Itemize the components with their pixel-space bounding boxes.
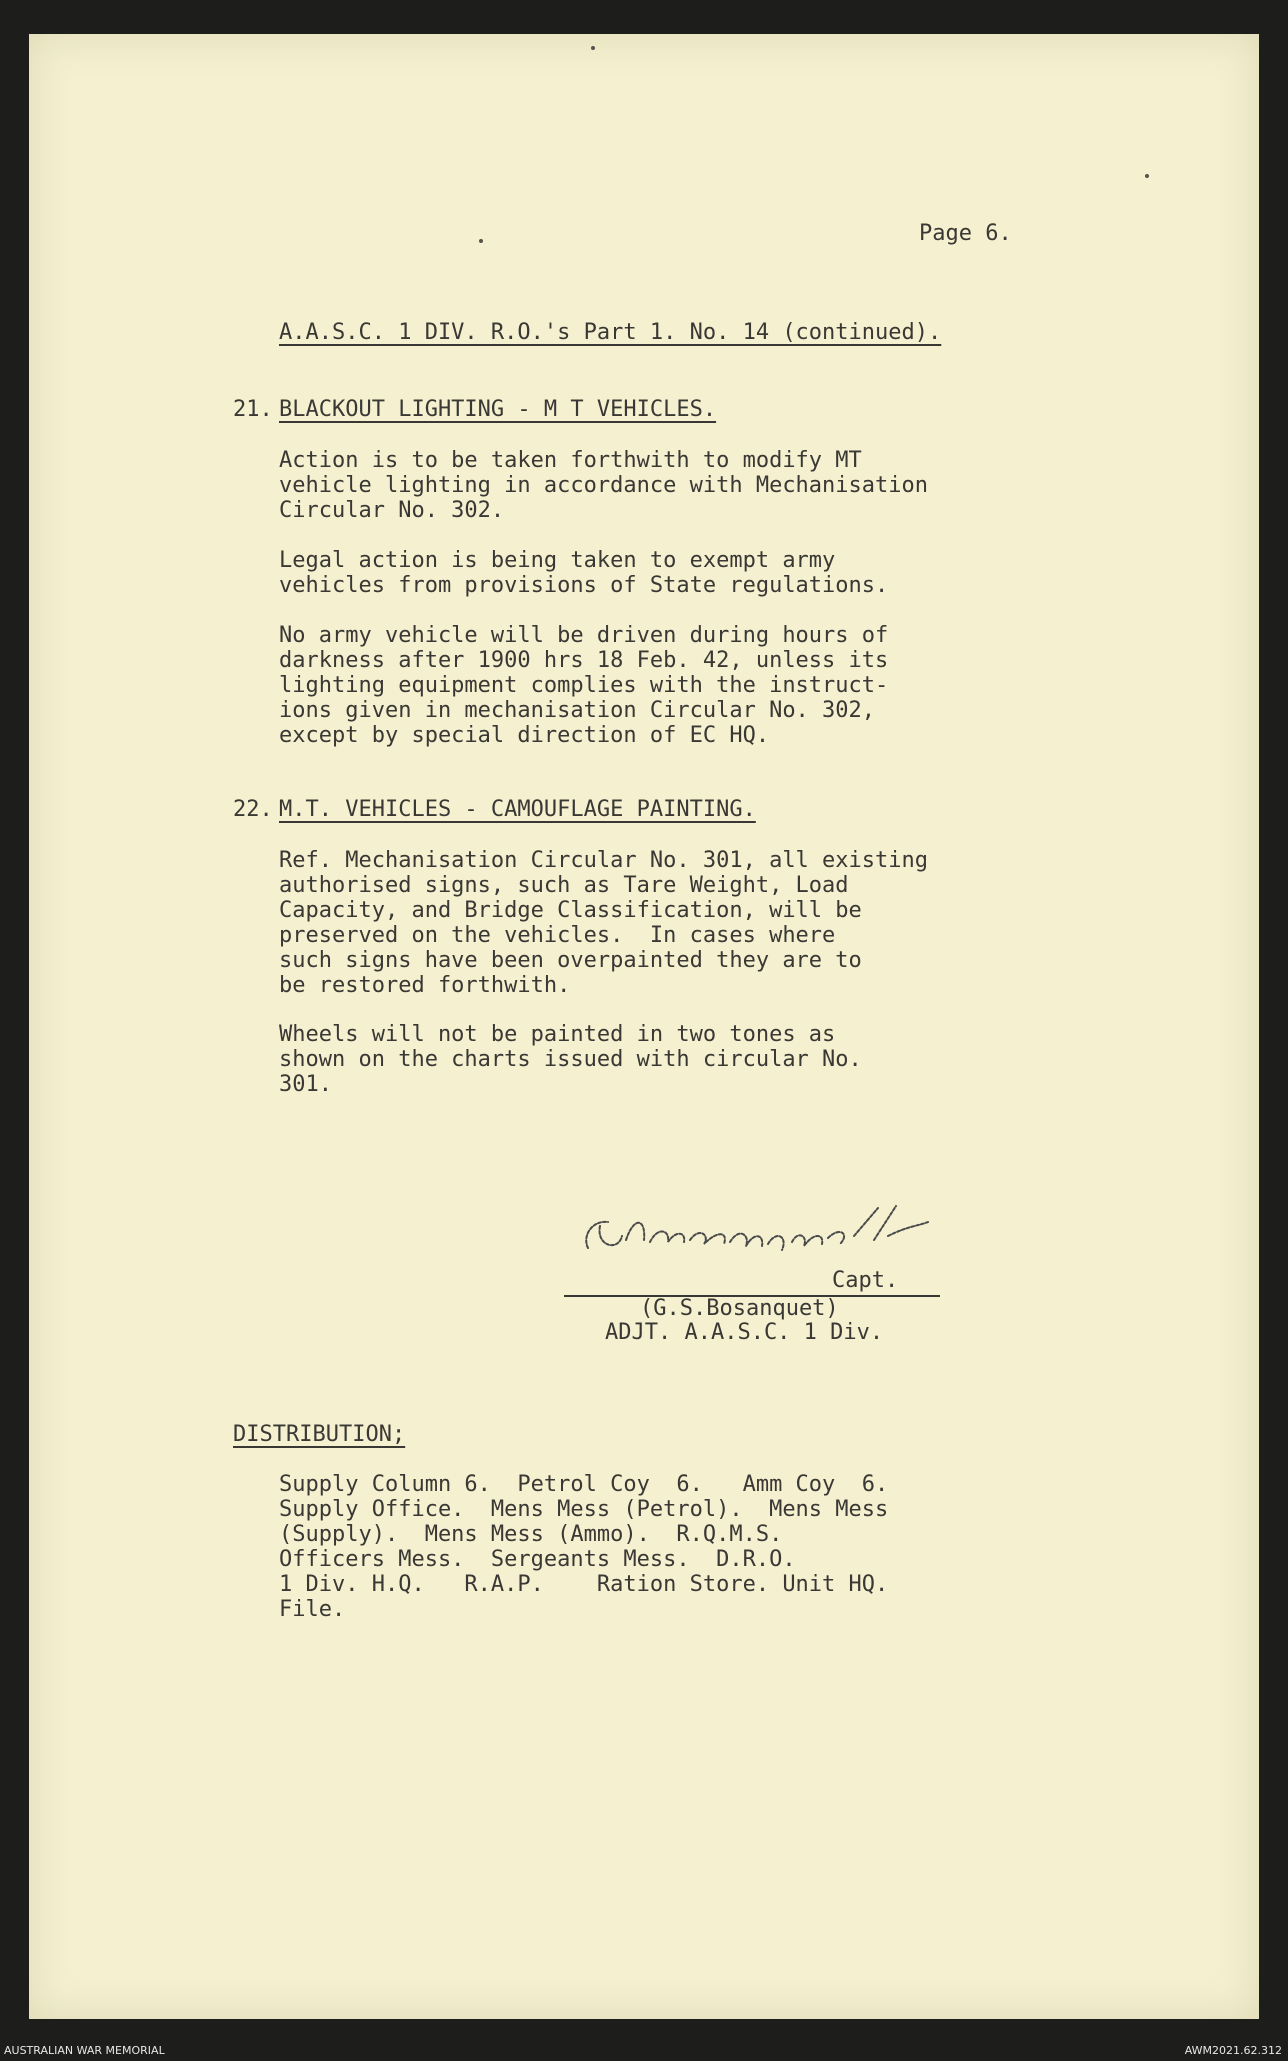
section-22-title: M.T. VEHICLES - CAMOUFLAGE PAINTING. bbox=[279, 797, 756, 822]
distribution-list: Supply Column 6. Petrol Coy 6. Amm Coy 6. Supply Office. Mens Mess (Petrol). Mens Mess (Supply). Mens Mess (Ammo). R.Q.M.S. Officers Mess. Sergeants Mess. D.R.O. 1 Div. H.Q. R.A.P. Ration Store. Unit HQ. File. bbox=[279, 1472, 889, 1622]
handwritten-signature bbox=[578, 1196, 958, 1266]
section-22-paragraph-2: Wheels will not be painted in two tones as shown on the charts issued with circular No. 301. bbox=[279, 1022, 862, 1097]
paper-mark bbox=[479, 239, 483, 243]
section-21-paragraph-1: Action is to be taken forthwith to modify MT vehicle lighting in accordance with Mechanisation Circular No. 302. bbox=[279, 448, 929, 523]
signatory-name: (G.S.Bosanquet) bbox=[640, 1296, 839, 1321]
section-21-paragraph-3: No army vehicle will be driven during hours of darkness after 1900 hrs 18 Feb. 42, unless its lighting equipment complies with the instruct- ions given in mechanisation Circular No. 302, except by special direction of EC HQ. bbox=[279, 623, 889, 748]
distribution-heading: DISTRIBUTION; bbox=[233, 1422, 406, 1447]
section-21-title: BLACKOUT LIGHTING - M T VEHICLES. bbox=[279, 397, 717, 422]
signatory-title: ADJT. A.A.S.C. 1 Div. bbox=[605, 1320, 884, 1345]
footer-credit: AUSTRALIAN WAR MEMORIAL bbox=[4, 2044, 165, 2057]
section-21-number: 21. bbox=[233, 397, 273, 422]
paper-mark bbox=[591, 46, 595, 50]
section-22-number: 22. bbox=[233, 797, 273, 822]
footer-reference: AWM2021.62.312 bbox=[1184, 2044, 1282, 2057]
signature-stroke bbox=[586, 1206, 928, 1250]
paper-mark bbox=[1145, 174, 1149, 178]
page-number: Page 6. bbox=[919, 221, 1012, 246]
page-heading: A.A.S.C. 1 DIV. R.O.'s Part 1. No. 14 (continued). bbox=[279, 320, 942, 345]
signature-rank: Capt. bbox=[832, 1268, 899, 1293]
section-22-paragraph-1: Ref. Mechanisation Circular No. 301, all existing authorised signs, such as Tare Weight, Load Capacity, and Bridge Classification, will be preserved on the vehicles. In cases where such signs have been overpainted they are to be restored forthwith. bbox=[279, 848, 929, 998]
section-21-paragraph-2: Legal action is being taken to exempt army vehicles from provisions of State regulations. bbox=[279, 548, 889, 598]
